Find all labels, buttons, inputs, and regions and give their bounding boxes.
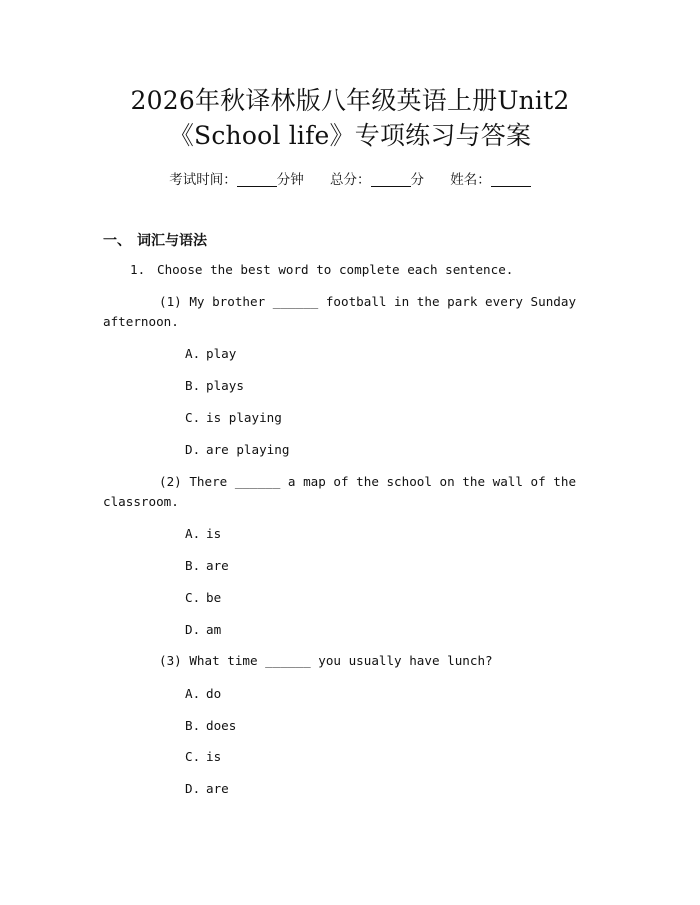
section-heading (103, 230, 207, 250)
sub-question-2-line2: classroom. (103, 494, 179, 509)
option-1d: D. are playing (185, 442, 290, 457)
option-2d: D. am (185, 622, 222, 637)
option-3c: C. is (185, 749, 222, 764)
option-3d: D. are (185, 781, 229, 796)
sub-question-1-text: My brother ______ football in the park every Sunday (189, 294, 577, 309)
option-1b: B. plays (185, 378, 244, 393)
option-1a: A. play (185, 346, 237, 361)
total-score-label: 总分： (330, 172, 371, 188)
document-title-line2: 《School life》专项练习与答案 (168, 121, 532, 150)
question-1-number: 1. (130, 262, 146, 277)
total-score-field (330, 168, 424, 188)
option-3a: A. do (185, 686, 222, 701)
option-2c: C. be (185, 590, 222, 605)
student-name-blank (491, 172, 531, 187)
option-2b: B. are (185, 558, 229, 573)
sub-question-1-line1 (103, 292, 577, 312)
section-number: 一、 (103, 233, 131, 249)
sub-question-2 (103, 472, 577, 512)
sub-question-2-label: (2) (159, 474, 182, 489)
student-name-label: 姓名： (450, 172, 491, 188)
exam-time-unit: 分钟 (276, 172, 304, 188)
document-title-line1: 2026年秋译林版八年级英语上册Unit2 (130, 86, 570, 115)
sub-question-1 (103, 292, 577, 332)
exam-meta-row (0, 168, 700, 188)
sub-question-1-line2: afternoon. (103, 314, 179, 329)
sub-question-2-text: There ______ a map of the school on the wall of the (189, 474, 577, 489)
sub-question-1-label: (1) (159, 294, 182, 309)
question-1-prompt: Choose the best word to complete each sentence. (157, 262, 514, 277)
exam-time-field (169, 168, 304, 188)
sub-question-2-line1 (103, 472, 577, 492)
option-3b: B. does (185, 718, 237, 733)
exam-time-label: 考试时间： (169, 172, 237, 188)
sub-question-3-text: What time ______ you usually have lunch? (189, 653, 493, 668)
total-score-blank (371, 172, 411, 187)
question-1 (130, 262, 513, 277)
sub-question-3-label: (3) (159, 653, 182, 668)
option-2a: A. is (185, 526, 222, 541)
exam-time-blank (237, 172, 277, 187)
total-score-unit: 分 (410, 172, 424, 188)
section-title: 词汇与语法 (137, 233, 207, 249)
sub-question-3 (159, 653, 493, 668)
student-name-field (450, 168, 531, 188)
option-1c: C. is playing (185, 410, 282, 425)
